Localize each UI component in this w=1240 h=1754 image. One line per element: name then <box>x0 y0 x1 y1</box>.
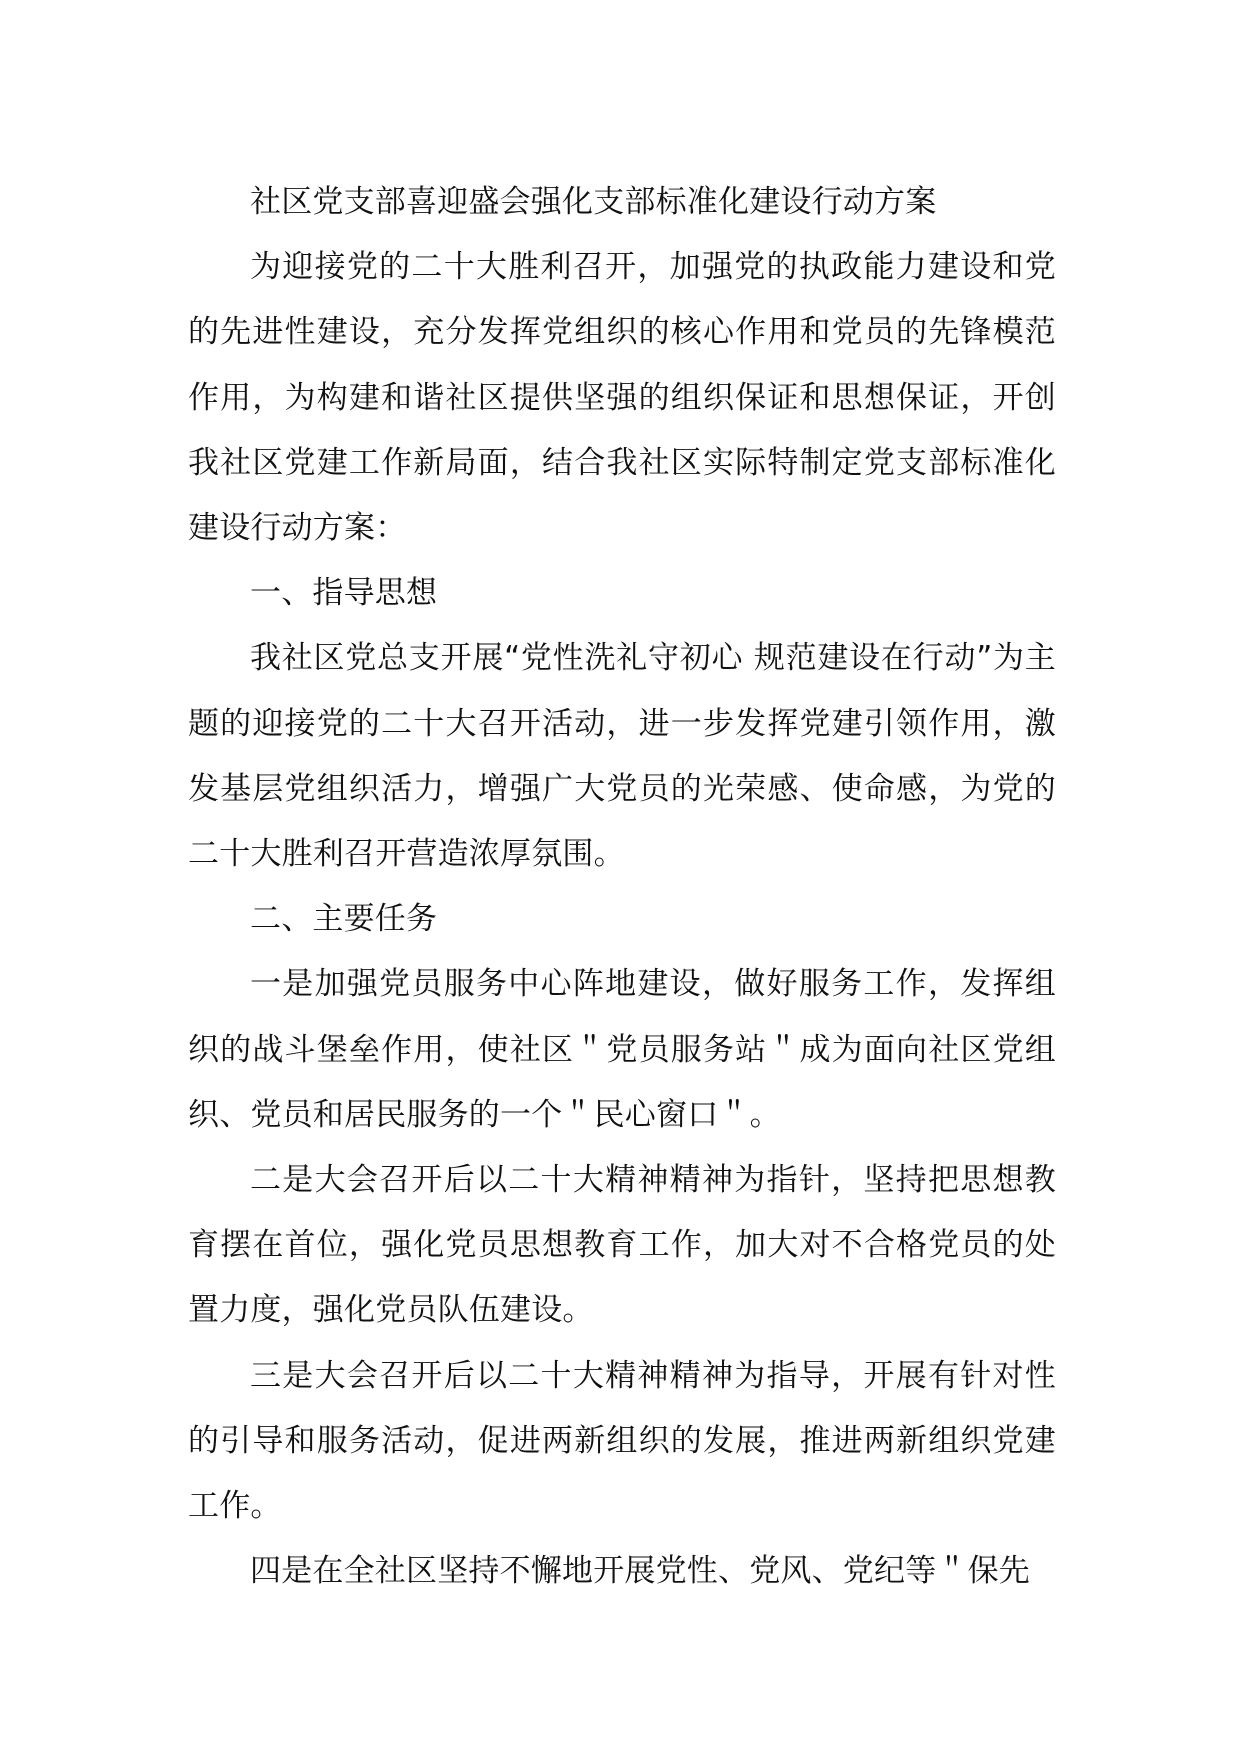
paragraph-task-two: 二是大会召开后以二十大精神精神为指针，坚持把思想教育摆在首位，强化党员思想教育工作，加大对不合格党员的处置力度，强化党员队伍建设。 <box>188 1162 1056 1329</box>
paragraph-task-three: 三是大会召开后以二十大精神精神为指导，开展有针对性的引导和服务活动，促进两新组织的发展，推进两新组织党建工作。 <box>188 1357 1056 1525</box>
document-title: 社区党支部喜迎盛会强化支部标准化建设行动方案 <box>250 184 937 220</box>
paragraph-task-four: 四是在全社区坚持不懈地开展党性、党风、党纪等＂保先 <box>250 1553 1030 1590</box>
paragraph-task-one: 一是加强党员服务中心阵地建设，做好服务工作，发挥组织的战斗堡垒作用，使社区＂党员服务站＂成为面向社区党组织、党员和居民服务的一个＂民心窗口＂。 <box>188 966 1056 1133</box>
heading-main-tasks: 二、主要任务 <box>250 901 438 938</box>
heading-guiding-ideology: 一、指导思想 <box>250 575 438 612</box>
paragraph-intro: 为迎接党的二十大胜利召开，加强党的执政能力建设和党的先进性建设，充分发挥党组织的核心作用和党员的先锋模范作用，为构建和谐社区提供坚强的组织保证和思想保证，开创我社区党建工作新局面，结合我社区实际特制定党支部标准化建设行动方案： <box>188 249 1056 547</box>
paragraph-guiding-ideology: 我社区党总支开展“党性洗礼守初心 规范建设在行动”为主题的迎接党的二十大召开活动，进一步发挥党建引领作用，激发基层党组织活力，增强广大党员的光荣感、使命感，为党的二十大胜利召开营造浓厚氛围。 <box>188 640 1056 873</box>
document-body <box>188 170 1056 1604</box>
